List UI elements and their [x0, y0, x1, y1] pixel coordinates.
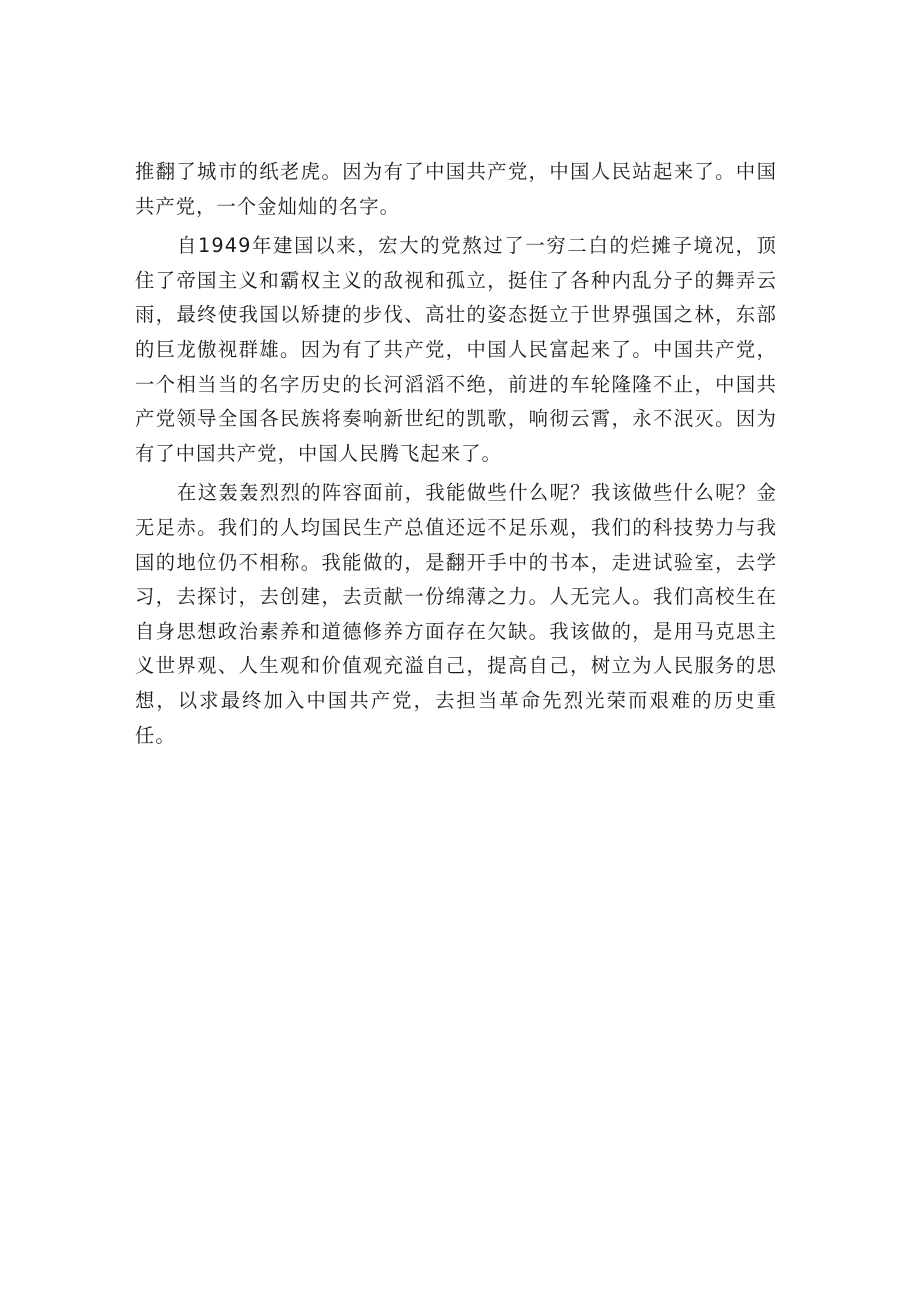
paragraph-1: 推翻了城市的纸老虎。因为有了中国共产党，中国人民站起来了。中国共产党，一个金灿灿的名字。	[135, 160, 777, 218]
document-body	[135, 155, 777, 758]
paragraph-3: 在这轰轰烈烈的阵容面前，我能做些什么呢？我该做些什么呢？金无足赤。我们的人均国民生产总值还远不足乐观，我们的科技势力与我国的地位仍不相称。我能做的，是翻开手中的书本，走进试验室，去学习，去探讨，去创建，去贡献一份绵薄之力。人无完人。我们高校生在自身思想政治素养和道德修养方面存在欠缺。我该做的，是用马克思主义世界观、人生观和价值观充溢自己，提高自己，树立为人民服务的思想，以求最终加入中国共产党，去担当革命先烈光荣而艰难的历史重任。	[135, 481, 777, 747]
paragraph-2: 自1949年建国以来，宏大的党熬过了一穷二白的烂摊子境况，顶住了帝国主义和霸权主义的敌视和孤立，挺住了各种内乱分子的舞弄云雨，最终使我国以矫捷的步伐、高壮的姿态挺立于世界强国之林，东部的巨龙傲视群雄。因为有了共产党，中国人民富起来了。中国共产党，一个相当当的名字历史的长河滔滔不绝，前进的车轮隆隆不止，中国共产党领导全国各民族将奏响新世纪的凯歌，响彻云霄，永不泯灭。因为有了中国共产党，中国人民腾飞起来了。	[135, 234, 777, 465]
